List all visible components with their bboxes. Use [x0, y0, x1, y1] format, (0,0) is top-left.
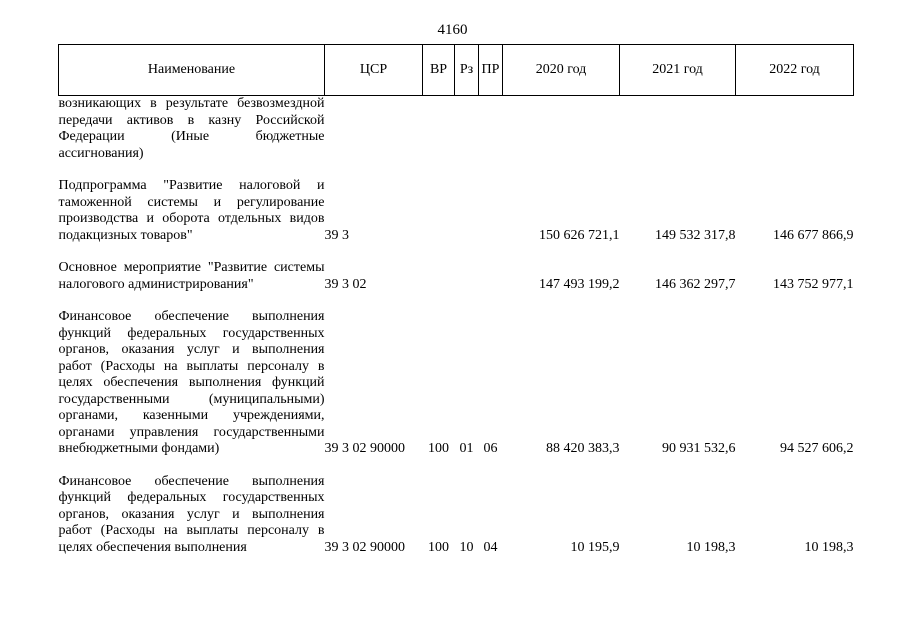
row-2022: 146 677 866,9 [773, 227, 854, 243]
budget-table [58, 44, 854, 556]
table-header-row [59, 45, 854, 96]
row-pr [479, 260, 503, 293]
row-2022: 143 752 977,1 [773, 276, 854, 292]
row-rz [455, 96, 479, 163]
header-csr: ЦСР [325, 45, 423, 96]
row-spacer [59, 293, 854, 309]
row-vr [423, 178, 455, 244]
header-rz: Рз [455, 45, 479, 96]
table-row [59, 178, 854, 244]
row-csr: 39 3 02 [324, 276, 367, 292]
header-vr: ВР [423, 45, 455, 96]
row-pr [479, 96, 503, 163]
row-name: Основное мероприятие "Развитие системы налогового администрирования" [58, 260, 325, 292]
table-row [59, 474, 854, 557]
row-2020: 88 420 383,3 [546, 441, 620, 456]
row-csr: 39 3 02 90000 [324, 539, 405, 555]
row-2021: 10 198,3 [686, 539, 736, 555]
row-2021 [620, 96, 736, 163]
row-rz: 10 [459, 539, 474, 555]
row-2020: 147 493 199,2 [539, 276, 620, 292]
row-name: возникающих в результате безвозмездной передачи активов в казну Российской Федерации (Иные бюджетные ассигнования) [58, 96, 325, 161]
row-rz [455, 260, 479, 293]
row-vr [423, 96, 455, 163]
row-csr: 39 3 [324, 227, 349, 243]
table-row [59, 96, 854, 163]
row-2021: 149 532 317,8 [655, 227, 736, 243]
row-name: Подпрограмма "Развитие налоговой и таможенной системы и регулирование производства и оборота отдельных видов подакцизных товаров" [58, 178, 325, 243]
row-vr: 100 [428, 441, 449, 456]
header-name: Наименование [59, 45, 325, 96]
header-pr: ПР [479, 45, 503, 96]
row-rz: 01 [459, 441, 474, 456]
row-2022: 10 198,3 [804, 539, 854, 555]
table-row [59, 260, 854, 293]
row-2020: 10 195,9 [570, 539, 620, 555]
row-pr: 06 [483, 441, 498, 456]
row-pr [479, 178, 503, 244]
header-2020: 2020 год [503, 45, 620, 96]
header-2022: 2022 год [736, 45, 854, 96]
row-csr [325, 96, 423, 163]
row-csr: 39 3 02 90000 [324, 441, 405, 456]
row-2021: 90 931 532,6 [662, 441, 736, 456]
row-name: Финансовое обеспечение выполнения функций федеральных государственных органов, оказания услуг и выполнения работ (Расходы на выплаты персоналу в целях обеспечения выполнения функций государственными (муниципальными) органами, казенными учреждениями, органами управления государственными внебюджетными фондами) [58, 309, 325, 456]
table-row [59, 309, 854, 458]
row-spacer [59, 458, 854, 474]
row-name: Финансовое обеспечение выполнения функций федеральных государственных органов, оказания услуг и выполнения работ (Расходы на выплаты персоналу в целях обеспечения выполнения [58, 473, 325, 555]
row-2022: 94 527 606,2 [780, 441, 854, 456]
row-2021: 146 362 297,7 [655, 276, 736, 292]
row-spacer [59, 162, 854, 178]
page-number: 4160 [437, 22, 468, 38]
row-rz [455, 178, 479, 244]
row-pr: 04 [483, 539, 498, 555]
row-2022 [736, 96, 854, 163]
row-vr [423, 260, 455, 293]
row-2020: 150 626 721,1 [539, 227, 620, 243]
row-vr: 100 [428, 539, 449, 555]
row-2020 [503, 96, 620, 163]
row-spacer [59, 244, 854, 260]
header-2021: 2021 год [620, 45, 736, 96]
